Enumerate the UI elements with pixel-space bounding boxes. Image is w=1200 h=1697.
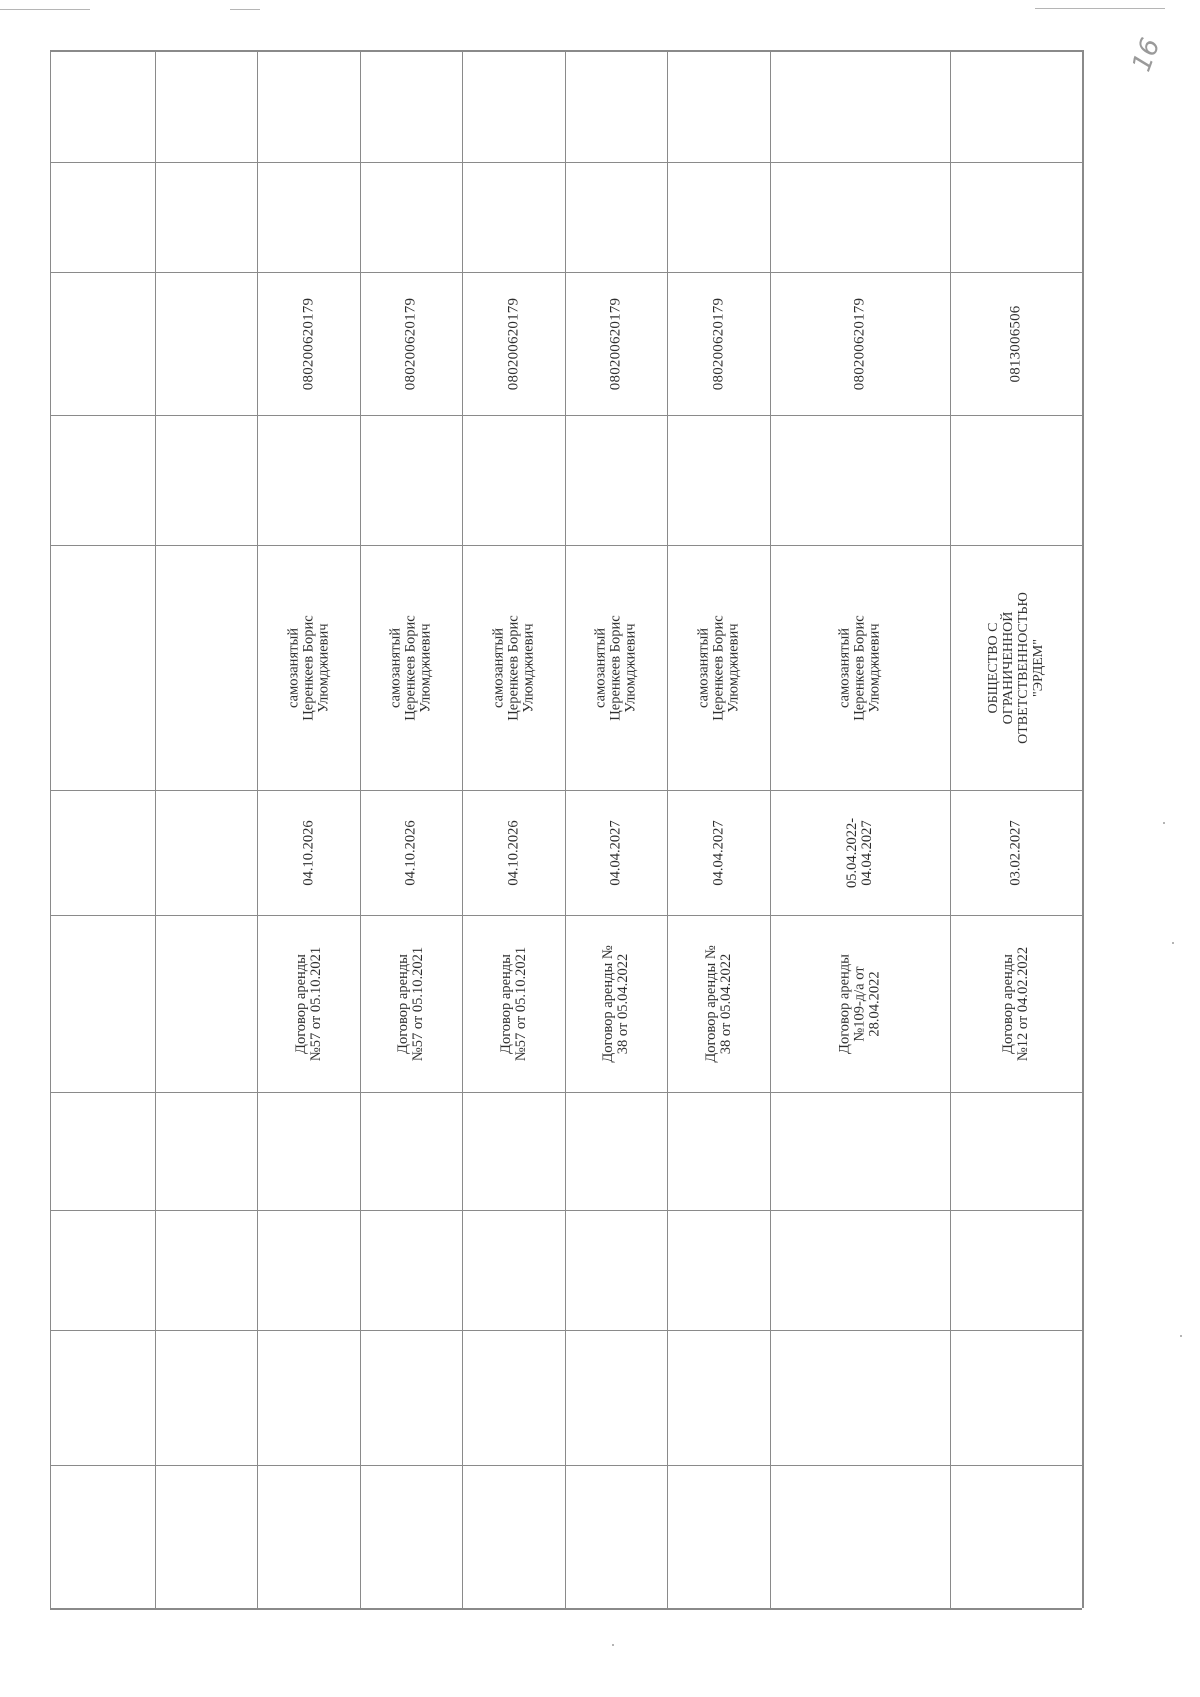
table-cell (667, 162, 770, 272)
table-cell (667, 272, 770, 415)
table-cell (950, 162, 1082, 272)
table-cell (155, 50, 257, 162)
table-cell (565, 162, 667, 272)
cell-contract: Договор аренды № 38 от 05.04.2022 (702, 944, 734, 1063)
table-cell (462, 1465, 565, 1608)
table-cell (155, 1210, 257, 1330)
table-cell (667, 915, 770, 1092)
cell-tenant: самозанятый Церенкеев Борис Улюмджиевич (285, 614, 331, 721)
table-cell (155, 790, 257, 915)
table-cell (50, 1330, 155, 1465)
cell-expiry: 03.02.2027 (1007, 819, 1024, 886)
table-cell (360, 1210, 462, 1330)
table-cell (565, 272, 667, 415)
table-cell (50, 415, 155, 545)
table-cell (770, 1210, 950, 1330)
table-cell (462, 1210, 565, 1330)
cell-expiry: 05.04.2022- 04.04.2027 (844, 817, 875, 888)
cell-tenant: ОБЩЕСТВО С ОГРАНИЧЕННОЙ ОТВЕТСТВЕННОСТЬЮ "ЭРДЕМ" (986, 591, 1046, 744)
table-cell (50, 915, 155, 1092)
table-cell (50, 1465, 155, 1608)
table-cell (462, 162, 565, 272)
table-cell (360, 162, 462, 272)
cell-tax-id: 080200620179 (851, 297, 868, 390)
table-cell (950, 915, 1082, 1092)
table-cell (257, 1210, 360, 1330)
cell-tenant: самозанятый Церенкеев Борис Улюмджиевич (836, 614, 883, 721)
table-cell (155, 1330, 257, 1465)
cell-contract: Договор аренды №57 от 05.10.2021 (497, 946, 529, 1061)
cell-tenant: самозанятый Церенкеев Борис Улюмджиевич (695, 614, 741, 721)
table-cell (770, 915, 950, 1092)
scan-speck (1163, 822, 1165, 824)
table-cell (257, 162, 360, 272)
table-cell (950, 1330, 1082, 1465)
table-cell (950, 1465, 1082, 1608)
scan-speck (1180, 1335, 1182, 1337)
cell-contract: Договор аренды №57 от 05.10.2021 (395, 946, 426, 1061)
scan-speck (1172, 942, 1174, 944)
table-cell (50, 1210, 155, 1330)
page-number: 16 (1126, 34, 1167, 76)
cell-contract: Договор аренды № 38 от 05.04.2022 (600, 944, 631, 1063)
table-cell (462, 1092, 565, 1210)
cell-tax-id: 080200620179 (505, 297, 521, 390)
cell-tax-id: 080200620179 (607, 297, 624, 390)
cell-expiry: 04.10.2026 (300, 819, 316, 886)
cell-expiry: 04.04.2027 (710, 819, 726, 886)
table-cell (770, 1092, 950, 1210)
cell-expiry: 04.10.2026 (505, 819, 521, 886)
table-cell (770, 50, 950, 162)
table-cell (565, 1210, 667, 1330)
cell-tax-id: 080200620179 (402, 297, 419, 390)
table-cell (155, 415, 257, 545)
table-cell (50, 162, 155, 272)
table-cell (565, 50, 667, 162)
table-cell (257, 1092, 360, 1210)
table-cell (462, 1330, 565, 1465)
table-cell (667, 1330, 770, 1465)
table-cell (770, 272, 950, 415)
table-cell (360, 915, 462, 1092)
cell-tenant: самозанятый Церенкеев Борис Улюмджиевич (490, 614, 536, 721)
cell-tax-id: 0813006506 (1007, 305, 1024, 382)
cell-contract: Договор аренды №57 от 05.10.2021 (292, 946, 324, 1061)
scan-edge-mark (0, 9, 90, 10)
table-cell (257, 272, 360, 415)
table-cell (360, 272, 462, 415)
table-cell (950, 1092, 1082, 1210)
table-rule-horizontal (50, 1608, 1082, 1610)
table-cell (50, 272, 155, 415)
cell-expiry: 04.10.2026 (402, 819, 419, 886)
table-cell (770, 1465, 950, 1608)
table-cell (462, 272, 565, 415)
scan-speck (612, 1644, 614, 1646)
table-cell (667, 1465, 770, 1608)
scan-edge-mark (1035, 8, 1165, 9)
cell-tenant: самозанятый Церенкеев Борис Улюмджиевич (592, 614, 639, 721)
table-cell (462, 50, 565, 162)
table-cell (155, 162, 257, 272)
table-cell (770, 162, 950, 272)
table-cell (565, 1092, 667, 1210)
table-cell (565, 1330, 667, 1465)
cell-contract: Договор аренды №12 от 04.02.2022 (1000, 946, 1031, 1061)
table-cell (257, 915, 360, 1092)
table-cell (667, 1092, 770, 1210)
table-cell (155, 915, 257, 1092)
table-cell (257, 50, 360, 162)
table-cell (155, 272, 257, 415)
table-cell (360, 1465, 462, 1608)
table-cell (50, 50, 155, 162)
table-cell (950, 272, 1082, 415)
cell-contract: Договор аренды №109-д/а от 28.04.2022 (836, 953, 883, 1054)
table-cell (50, 545, 155, 790)
table-cell (360, 50, 462, 162)
table-cell (950, 50, 1082, 162)
table-cell (360, 1092, 462, 1210)
cell-tenant: самозанятый Церенкеев Борис Улюмджиевич (387, 614, 434, 721)
cell-tax-id: 080200620179 (300, 297, 316, 390)
table-cell (667, 50, 770, 162)
table-cell (50, 1092, 155, 1210)
table-cell (50, 790, 155, 915)
table-cell (950, 1210, 1082, 1330)
table-cell (770, 1330, 950, 1465)
scan-edge-mark (230, 9, 260, 10)
table-cell (155, 1092, 257, 1210)
table-cell (667, 1210, 770, 1330)
table-cell (257, 1465, 360, 1608)
table-cell (155, 1465, 257, 1608)
table-cell (155, 545, 257, 790)
table-cell (462, 915, 565, 1092)
table-cell (565, 1465, 667, 1608)
table-cell (257, 1330, 360, 1465)
cell-tax-id: 080200620179 (710, 297, 726, 390)
table-cell (360, 1330, 462, 1465)
table-cell (565, 915, 667, 1092)
table-rule-vertical (1082, 50, 1084, 1608)
cell-expiry: 04.04.2027 (607, 819, 624, 886)
